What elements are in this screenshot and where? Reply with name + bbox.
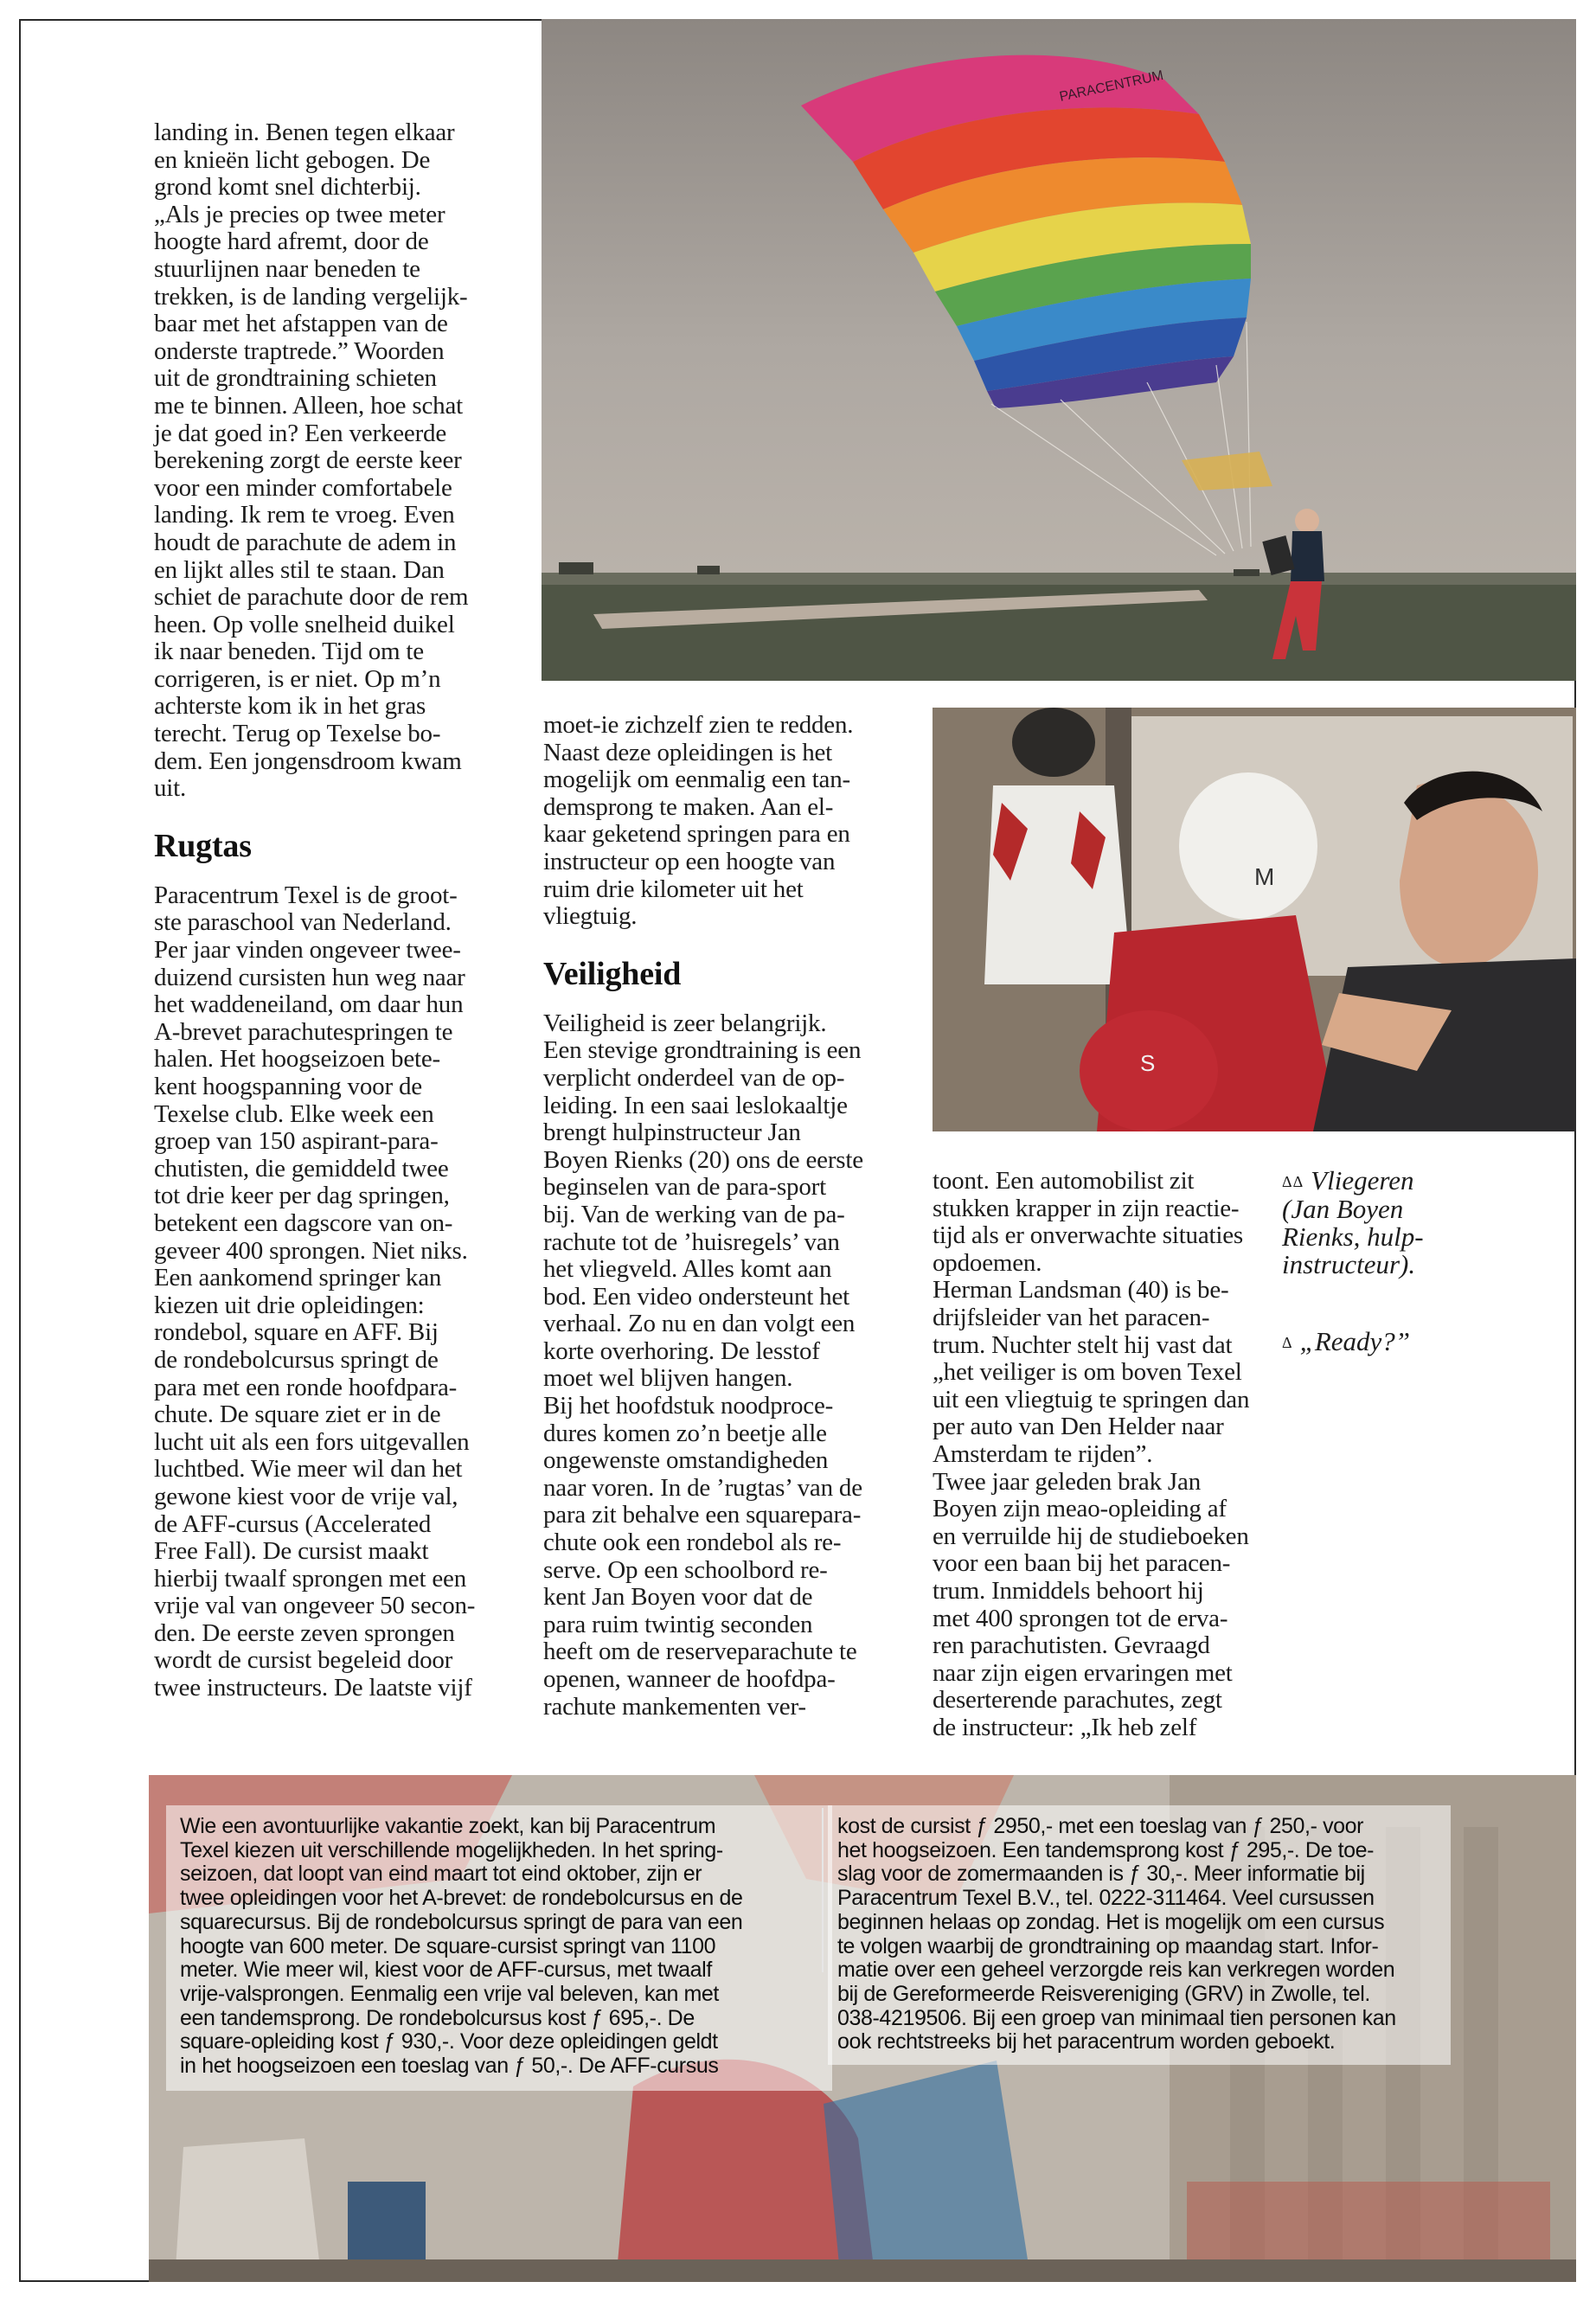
text-line: groep van 150 aspirant-para- bbox=[154, 1127, 439, 1156]
text-line: naar voren. In de ’rugtas’ van de bbox=[543, 1473, 862, 1502]
paragraph-tandem bbox=[543, 712, 898, 931]
text-line: de AFF-cursus (Accelerated bbox=[154, 1509, 432, 1538]
info-box-line: te volgen waarbij de grondtraining op maandag start. Infor- bbox=[837, 1933, 1379, 1958]
info-box-line: meter. Wie meer wil, kiest voor de AFF-cursus, met twaalf bbox=[180, 1958, 712, 1983]
info-box-divider bbox=[822, 1808, 824, 1972]
text-line: „het veiliger is om boven Texel bbox=[933, 1358, 1242, 1387]
text-line: para ruim twintig seconden bbox=[543, 1610, 813, 1638]
text-line: ren parachutisten. Gevraagd bbox=[933, 1631, 1210, 1660]
text-line: achterste kom ik in het gras bbox=[154, 692, 426, 721]
text-line: verplicht onderdeel van de op- bbox=[543, 1063, 845, 1092]
caption-ready bbox=[1282, 1328, 1559, 1356]
parachute-illustration bbox=[542, 19, 1576, 681]
text-line: dures komen zo’n beetje alle bbox=[543, 1419, 827, 1447]
article-column-left bbox=[154, 119, 509, 1702]
text-line: trum. Inmiddels behoort hij bbox=[933, 1576, 1204, 1605]
text-line: luchtbed. Wie meer wil dan het bbox=[154, 1455, 463, 1484]
text-line: en lijkt alles stil te staan. Dan bbox=[154, 555, 445, 584]
info-box-line: beginnen helaas op zondag. Het is mogelijk om een cursus bbox=[837, 1909, 1385, 1934]
text-line: voor een baan bij het paracen- bbox=[933, 1549, 1231, 1578]
text-line: hierbij twaalf sprongen met een bbox=[154, 1564, 467, 1593]
article-column-middle bbox=[543, 712, 898, 1721]
text-line: duizend cursisten hun weg naar bbox=[154, 963, 465, 991]
text-line: bij. Van de werking van de pa- bbox=[543, 1200, 845, 1228]
text-line: Amsterdam te rijden”. bbox=[933, 1439, 1153, 1468]
info-box-line: bij de Gereformeerde Reisvereniging (GRV) in Zwolle, tel. bbox=[837, 1981, 1370, 2006]
text-line: demsprong te maken. Aan el- bbox=[543, 792, 834, 821]
suit-letter: S bbox=[1140, 1050, 1156, 1076]
info-box-line: een tandemsprong. De rondebolcursus kost ƒ 695,-. De bbox=[180, 2005, 695, 2030]
text-line: en verruilde hij de studieboeken bbox=[933, 1522, 1249, 1550]
text-line: deserterende parachutes, zegt bbox=[933, 1686, 1222, 1715]
text-line: Texelse club. Elke week een bbox=[154, 1099, 434, 1128]
text-line: de instructeur: „Ik heb zelf bbox=[933, 1713, 1197, 1741]
text-line: leiding. In een saai leslokaaltje bbox=[543, 1091, 848, 1119]
text-line: je dat goed in? Een verkeerde bbox=[154, 419, 446, 447]
info-box-line: in het hoogseizoen een toeslag van ƒ 50,-. De AFF-cursus bbox=[180, 2054, 719, 2079]
paragraph-landing bbox=[154, 119, 509, 803]
text-line: toont. Een automobilist zit bbox=[933, 1167, 1195, 1195]
text-line: drijfsleider van het paracen- bbox=[933, 1303, 1210, 1331]
text-line: tijd als er onverwachte situaties bbox=[933, 1221, 1244, 1250]
caption-line: Rienks, hulp- bbox=[1282, 1221, 1424, 1252]
info-box-line: vrije-valsprongen. Eenmalig een vrije val beleven, kan met bbox=[180, 1981, 719, 2006]
info-box-line: hoogte van 600 meter. De square-cursist springt van 1100 bbox=[180, 1933, 716, 1958]
text-line: heeft om de reserveparachute te bbox=[543, 1638, 857, 1666]
text-line: voor een minder comfortabele bbox=[154, 473, 452, 502]
text-line: brengt hulpinstructeur Jan bbox=[543, 1118, 801, 1147]
airplane-interior-illustration bbox=[933, 708, 1576, 1131]
text-line: Paracentrum Texel is de groot- bbox=[154, 881, 458, 909]
text-line: rondebol, square en AFF. Bij bbox=[154, 1318, 439, 1347]
text-line: landing in. Benen tegen elkaar bbox=[154, 119, 455, 146]
info-box-line: twee opleidingen voor het A-brevet: de rondebolcursus en de bbox=[180, 1886, 743, 1911]
text-line: heen. Op volle snelheid duikel bbox=[154, 610, 455, 638]
info-box-left bbox=[180, 1815, 768, 2079]
text-line: het waddeneiland, om daar hun bbox=[154, 990, 464, 1019]
text-line: openen, wanneer de hoofdpa- bbox=[543, 1665, 836, 1693]
caption-marker-double: ΔΔ bbox=[1282, 1173, 1304, 1190]
helmet-letter: M bbox=[1254, 863, 1275, 890]
heading-rugtas: Rugtas bbox=[154, 827, 252, 864]
text-line: beginselen van de para-sport bbox=[543, 1173, 826, 1202]
caption-line: (Jan Boyen bbox=[1282, 1194, 1404, 1224]
text-line: Een aankomend springer kan bbox=[154, 1264, 442, 1292]
text-line: per auto van Den Helder naar bbox=[933, 1413, 1224, 1441]
text-line: vrije val van ongeveer 50 secon- bbox=[154, 1592, 476, 1620]
text-line: twee instructeurs. De laatste vijf bbox=[154, 1674, 472, 1702]
parachute-photo bbox=[542, 19, 1576, 681]
text-line: landing. Ik rem te vroeg. Even bbox=[154, 501, 455, 529]
text-line: Een stevige grondtraining is een bbox=[543, 1036, 862, 1065]
text-line: kiezen uit drie opleidingen: bbox=[154, 1291, 425, 1319]
text-line: Boyen zijn meao-opleiding af bbox=[933, 1495, 1227, 1523]
text-line: verhaal. Zo nu en dan volgt een bbox=[543, 1310, 856, 1338]
text-line: „Als je precies op twee meter bbox=[154, 200, 445, 228]
text-line: lucht uit als een fors uitgevallen bbox=[154, 1427, 470, 1456]
text-line: onderste traptrede.” Woorden bbox=[154, 336, 445, 365]
text-line: met 400 sprongen tot de erva- bbox=[933, 1604, 1228, 1632]
caption-line: instructeur). bbox=[1282, 1249, 1416, 1279]
text-line: schiet de parachute door de rem bbox=[154, 583, 469, 612]
info-box-line: slag voor de zomermaanden is ƒ 30,-. Meer informatie bij bbox=[837, 1862, 1365, 1887]
info-box-line: squarecursus. Bij de rondebolcursus springt de para van een bbox=[180, 1909, 743, 1934]
paragraph-instructeur bbox=[933, 1168, 1296, 1741]
text-line: me te binnen. Alleen, hoe schat bbox=[154, 391, 463, 420]
text-line: grond komt snel dichterbij. bbox=[154, 173, 421, 202]
info-box-line: seizoen, dat loopt van eind maart tot eind oktober, zijn er bbox=[180, 1862, 702, 1887]
text-line: houdt de parachute de adem in bbox=[154, 528, 457, 556]
text-line: opdoemen. bbox=[933, 1248, 1042, 1277]
text-line: instructeur op een hoogte van bbox=[543, 847, 836, 875]
text-line: chute ook een rondebol als re- bbox=[543, 1529, 842, 1557]
info-box-line: square-opleiding kost ƒ 930,-. Voor deze opleidingen geldt bbox=[180, 2029, 718, 2054]
info-box-line: matie over een geheel verzorgde reis kan verkregen worden bbox=[837, 1958, 1395, 1983]
text-line: wordt de cursist begeleid door bbox=[154, 1646, 453, 1675]
text-line: para met een ronde hoofdpara- bbox=[154, 1373, 458, 1401]
caption-vliegeren bbox=[1282, 1167, 1559, 1279]
text-line: den. De eerste zeven sprongen bbox=[154, 1618, 455, 1647]
text-line: Veiligheid is zeer belangrijk. bbox=[543, 1009, 827, 1037]
info-box-right bbox=[837, 1815, 1443, 2054]
text-line: kent hoogspanning voor de bbox=[154, 1073, 422, 1100]
canopy-imprint: PARACENTRUM bbox=[1058, 67, 1165, 105]
text-line: corrigeren, is er niet. Op m’n bbox=[154, 664, 441, 693]
text-line: moet wel blijven hangen. bbox=[543, 1364, 793, 1393]
text-line: hoogte hard afremt, door de bbox=[154, 228, 429, 256]
text-line: Twee jaar geleden brak Jan bbox=[933, 1467, 1201, 1496]
info-box-line: het hoogseizoen. Een tandemsprong kost ƒ 295,-. De toe- bbox=[837, 1837, 1375, 1862]
text-line: uit een vliegtuig te springen dan bbox=[933, 1385, 1250, 1413]
text-line: Per jaar vinden ongeveer twee- bbox=[154, 936, 461, 965]
text-line: moet-ie zichzelf zien te redden. bbox=[543, 711, 854, 739]
text-line: chute. De square ziet er in de bbox=[154, 1400, 441, 1429]
text-line: para zit behalve een squarepara- bbox=[543, 1501, 862, 1529]
text-line: betekent een dagscore van on- bbox=[154, 1208, 453, 1237]
text-line: het vliegveld. Alles komt aan bbox=[543, 1255, 832, 1284]
info-box-line: Wie een avontuurlijke vakantie zoekt, kan bij Paracentrum bbox=[180, 1814, 716, 1838]
caption-marker-single: Δ bbox=[1282, 1334, 1293, 1351]
text-line: rachute tot de ’huisregels’ van bbox=[543, 1227, 840, 1256]
text-line: Herman Landsman (40) is be- bbox=[933, 1276, 1229, 1304]
text-line: kent Jan Boyen voor dat de bbox=[543, 1583, 813, 1612]
info-box-line: ook rechtstreeks bij het paracentrum worden geboekt. bbox=[837, 2029, 1336, 2054]
caption-ready-text: „Ready?” bbox=[1299, 1326, 1411, 1356]
text-line: serve. Op een schoolbord re- bbox=[543, 1555, 828, 1584]
text-line: Naast deze opleidingen is het bbox=[543, 738, 833, 766]
text-line: tot drie keer per dag springen, bbox=[154, 1182, 450, 1210]
text-line: korte overhoring. De lesstof bbox=[543, 1336, 820, 1365]
text-line: trum. Nuchter stelt hij vast dat bbox=[933, 1330, 1233, 1359]
info-box-line: Texel kiezen uit verschillende mogelijkheden. In het spring- bbox=[180, 1837, 723, 1862]
text-line: stukken krapper in zijn reactie- bbox=[933, 1194, 1240, 1222]
caption-line: Vliegeren bbox=[1311, 1165, 1414, 1195]
text-line: ruim drie kilometer uit het bbox=[543, 875, 804, 903]
text-line: de rondebolcursus springt de bbox=[154, 1345, 439, 1374]
text-line: vliegtuig. bbox=[543, 902, 638, 931]
paragraph-veiligheid bbox=[543, 1010, 898, 1721]
text-line: mogelijk om eenmalig een tan- bbox=[543, 766, 850, 794]
text-line: Bij het hoofdstuk noodproce- bbox=[543, 1392, 834, 1420]
text-line: Free Fall). De cursist maakt bbox=[154, 1537, 429, 1566]
text-line: berekening zorgt de eerste keer bbox=[154, 446, 462, 475]
text-line: trekken, is de landing vergelijk- bbox=[154, 282, 468, 311]
info-box-line: kost de cursist ƒ 2950,- met een toeslag van ƒ 250,- voor bbox=[837, 1814, 1364, 1838]
info-box-line: Paracentrum Texel B.V., tel. 0222-311464. Veel cursussen bbox=[837, 1886, 1375, 1911]
text-line: ste paraschool van Nederland. bbox=[154, 908, 452, 937]
text-line: ik naar beneden. Tijd om te bbox=[154, 638, 424, 666]
text-line: Boyen Rienks (20) ons de eerste bbox=[543, 1145, 863, 1174]
text-line: ongewenste omstandigheden bbox=[543, 1446, 829, 1475]
text-line: halen. Het hoogseizoen bete- bbox=[154, 1045, 440, 1074]
text-line: geveer 400 sprongen. Niet niks. bbox=[154, 1236, 468, 1265]
text-line: uit. bbox=[154, 774, 187, 803]
paragraph-paracentrum bbox=[154, 882, 509, 1702]
text-line: kaar geketend springen para en bbox=[543, 820, 850, 849]
text-line: chutisten, die gemiddeld twee bbox=[154, 1154, 449, 1183]
text-line: rachute mankementen ver- bbox=[543, 1692, 806, 1721]
text-line: stuurlijnen naar beneden te bbox=[154, 254, 420, 283]
text-line: uit de grondtraining schieten bbox=[154, 364, 437, 393]
text-line: baar met het afstappen van de bbox=[154, 310, 448, 338]
article-column-right bbox=[933, 1168, 1296, 1741]
text-line: gewone kiest voor de vrije val, bbox=[154, 1482, 458, 1510]
airplane-interior-photo bbox=[933, 708, 1576, 1131]
text-line: dem. Een jongensdroom kwam bbox=[154, 747, 462, 775]
text-line: terecht. Terug op Texelse bo- bbox=[154, 720, 441, 748]
text-line: naar zijn eigen ervaringen met bbox=[933, 1658, 1233, 1687]
text-line: bod. Een video ondersteunt het bbox=[543, 1282, 849, 1311]
text-line: en knieën licht gebogen. De bbox=[154, 145, 431, 174]
text-line: A-brevet parachutespringen te bbox=[154, 1017, 453, 1046]
info-box-line: 038-4219506. Bij een groep van minimaal tien personen kan bbox=[837, 2005, 1396, 2030]
heading-veiligheid: Veiligheid bbox=[543, 955, 682, 992]
